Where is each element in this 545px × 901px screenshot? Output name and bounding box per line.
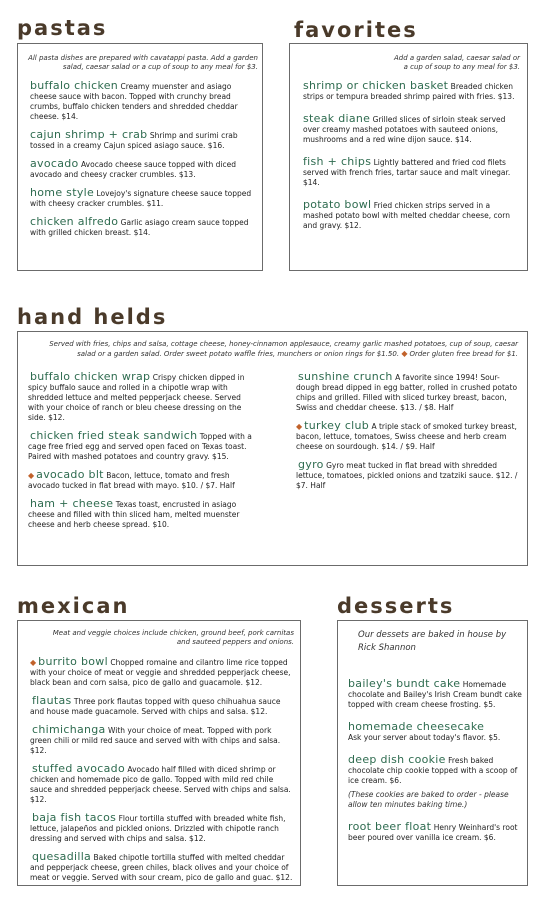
- item-desc: Chopped romaine and cilantro lime rice topped with your choice of meat or veggie and shredded pepperjack cheese, black bean and corn salsa, pico de gallo and guacamole. $12.: [30, 658, 291, 687]
- favorites-note: Add a garden salad, caesar salad or a cup of soup to any meal for $3.: [394, 54, 520, 71]
- diamond-icon: ◆: [30, 658, 37, 667]
- item-name: cajun shrimp + crab: [30, 128, 148, 141]
- item-desc: Texas toast, encrusted in asiago cheese and filled with thin sliced ham, melted muenster cheese and herb cheese spread. $10.: [28, 500, 240, 529]
- menu-item: [30, 764, 294, 805]
- handhelds-note-gf: Order gluten free bread for $1.: [409, 350, 518, 358]
- handhelds-title: hand helds: [17, 305, 168, 329]
- desserts-note: Our dessets are baked in house by Rick Shannon: [358, 630, 507, 653]
- item-desc: Grilled slices of sirloin steak served over creamy mashed potatoes with sauteed onions, mushrooms and a red wine dijon sauce. $14.: [303, 115, 506, 144]
- item-name: baja fish tacos: [32, 811, 117, 824]
- item-desc: Bacon, lettuce, tomato and fresh avocado tucked in flat bread with mayo. $10. / $7. Half: [28, 471, 235, 490]
- item-desc: Avocado cheese sauce topped with diced avocado and cheesy cracker crumbles. $13.: [30, 160, 236, 179]
- item-desc: Ask your server about today's flavor. $5.: [348, 733, 501, 742]
- item-desc: Topped with a cage free fried egg and served open faced on Texas toast. Paired with mashed potatoes and country gravy. $15.: [28, 432, 252, 461]
- menu-item: [296, 421, 518, 452]
- item-name: buffalo chicken: [30, 79, 119, 92]
- desserts-title: desserts: [337, 594, 455, 618]
- menu-item: [348, 722, 522, 743]
- diamond-icon: ◆: [296, 422, 303, 431]
- item-name: homemade cheesecake: [348, 720, 485, 733]
- item-desc: A favorite since 1994! Sour-dough bread dipped in egg batter, rolled in crushed potato chips and grilled. Filled with sliced turkey breast, bacon, Swiss and cheddar cheese. $13. / $8. Half: [296, 373, 518, 412]
- item-desc: Henry Weinhard's root beer poured over vanilla ice cream. $6.: [348, 823, 518, 842]
- item-desc: A triple stack of smoked turkey breast, bacon, lettuce, tomatoes, Swiss cheese and herb cream cheese on sourdough. $14. / $9. Half: [296, 422, 517, 451]
- item-name: sunshine crunch: [298, 370, 393, 383]
- item-name: chicken fried steak sandwich: [30, 429, 198, 442]
- menu-item: [348, 679, 522, 710]
- diamond-icon: ◆: [28, 471, 35, 480]
- mexican-note: Meat and veggie choices include chicken, ground beef, pork carnitas and sauteed peppers and onions.: [52, 629, 294, 646]
- menu-item: [30, 813, 294, 844]
- menu-item: [30, 852, 294, 883]
- menu-item: [30, 696, 294, 717]
- item-name: stuffed avocado: [32, 762, 125, 775]
- item-name: ham + cheese: [30, 497, 114, 510]
- menu-item: [28, 499, 258, 530]
- menu-item: [30, 217, 258, 238]
- item-desc: Homemade chocolate and Bailey's Irish Cream bundt cake topped with cream cheese frosting. $5.: [348, 680, 522, 709]
- menu-item: [296, 372, 518, 413]
- menu-item: [303, 157, 521, 188]
- handhelds-left: [28, 372, 258, 538]
- item-name: chicken alfredo: [30, 215, 119, 228]
- item-desc: Three pork flautas topped with queso chihuahua sauce and house made guacamole. Served with chips and salsa. $12.: [30, 697, 281, 716]
- handhelds-box: [17, 331, 528, 566]
- item-desc: Baked chipotle tortilla stuffed with melted cheddar and pepperjack cheese, green chiles, black olives and your choice of meat or veggie. Served with sour cream, pico de gallo and guac. $12.: [30, 853, 293, 882]
- menu-item: [30, 188, 258, 209]
- item-name: flautas: [32, 694, 72, 707]
- menu-item: [303, 114, 521, 145]
- pastas-box: [17, 43, 263, 271]
- item-name: burrito bowl: [38, 655, 108, 668]
- item-name: deep dish cookie: [348, 753, 446, 766]
- item-name: shrimp or chicken basket: [303, 79, 449, 92]
- item-name: buffalo chicken wrap: [30, 370, 151, 383]
- item-name: bailey's bundt cake: [348, 677, 461, 690]
- item-name: turkey club: [304, 419, 370, 432]
- diamond-icon: ◆: [401, 349, 408, 358]
- item-name: home style: [30, 186, 95, 199]
- favorites-list: [303, 81, 521, 239]
- item-desc: Flour tortilla stuffed with breaded white fish, lettuce, jalapeños and pickled onions. Drizzled with chipotle ranch dressing and served with chips and salsa. $12.: [30, 814, 286, 843]
- menu-item: [303, 200, 521, 231]
- item-desc: Fried chicken strips served in a mashed potato bowl with melted cheddar cheese, corn and gravy. $12.: [303, 201, 510, 230]
- item-name: fish + chips: [303, 155, 372, 168]
- item-desc: Avocado half filled with diced shrimp or chicken and homemade pico de gallo. Topped with mild red chile sauce and shredded pepperjack cheese. Served with chips and salsa. $12.: [30, 765, 291, 804]
- item-desc: Shrimp and surimi crab tossed in a creamy Cajun spiced asiago sauce. $16.: [30, 131, 238, 150]
- menu-item: [28, 431, 258, 462]
- item-name: avocado blt: [36, 468, 104, 481]
- item-name: gyro: [298, 458, 324, 471]
- pastas-note: All pasta dishes are prepared with cavatappi pasta. Add a garden salad, caesar salad or a cup of soup to any meal for $3.: [28, 54, 258, 71]
- item-desc: Creamy muenster and asiago cheese sauce with bacon. Topped with crunchy bread crumbs, buffalo chicken tenders and shredded cheddar cheese. $14.: [30, 82, 238, 121]
- menu-item: [30, 657, 294, 688]
- item-desc: Gyro meat tucked in flat bread with shredded lettuce, tomatoes, pickled onions and tzatziki sauce. $12. / $7. Half: [296, 461, 518, 490]
- favorites-box: [289, 43, 528, 271]
- item-desc: Crispy chicken dipped in spicy buffalo sauce and rolled in a chipotle wrap with shredded lettuce and melted pepperjack cheese. Served with your choice of ranch or bleu cheese dressing on the side. $12.: [28, 373, 245, 422]
- handhelds-note: [48, 340, 518, 359]
- menu-item: [30, 130, 258, 151]
- desserts-box: [337, 620, 528, 886]
- mexican-list: [30, 657, 294, 891]
- item-name: avocado: [30, 157, 79, 170]
- dessert-footnote: (These cookies are baked to order - please allow ten minutes baking time.): [348, 790, 509, 809]
- menu-item: [348, 822, 522, 843]
- desserts-list: [348, 679, 522, 851]
- mexican-box: [17, 620, 301, 886]
- menu-item: [28, 470, 258, 491]
- item-name: steak diane: [303, 112, 371, 125]
- item-name: chimichanga: [32, 723, 106, 736]
- favorites-title: favorites: [294, 18, 418, 42]
- menu-item: [30, 81, 258, 122]
- item-desc: Garlic asiago cream sauce topped with grilled chicken breast. $14.: [30, 218, 249, 237]
- item-desc: Lovejoy's signature cheese sauce topped with cheesy cracker crumbles. $11.: [30, 189, 252, 208]
- menu-item: [30, 159, 258, 180]
- item-name: quesadilla: [32, 850, 92, 863]
- item-name: root beer float: [348, 820, 432, 833]
- item-name: potato bowl: [303, 198, 372, 211]
- menu-item: [303, 81, 521, 102]
- item-desc: With your choice of meat. Topped with pork green chili or mild red sauce and served with with chips and salsa. $12.: [30, 726, 281, 755]
- item-desc: Breaded chicken strips or tempura breaded shrimp paired with fries. $13.: [303, 82, 515, 101]
- item-desc: Fresh baked chocolate chip cookie topped with a scoop of ice cream. $6.: [348, 756, 518, 785]
- item-desc: Lightly battered and fried cod filets served with french fries, tartar sauce and malt vinegar. $14.: [303, 158, 511, 187]
- mexican-title: mexican: [17, 594, 130, 618]
- menu-item: [296, 460, 518, 491]
- menu-item: [28, 372, 258, 423]
- menu-item: [30, 725, 294, 756]
- pastas-list: [30, 81, 258, 246]
- menu-item: [348, 755, 522, 786]
- handhelds-note-text: Served with fries, chips and salsa, cottage cheese, honey-cinnamon applesauce, creamy garlic mashed potatoes, cup of soup, caesar salad or a garden salad. Order sweet potato waffle fries, munchers or onion rings for $1.50.: [49, 340, 518, 358]
- pastas-title: pastas: [17, 16, 108, 40]
- handhelds-right: [296, 372, 518, 499]
